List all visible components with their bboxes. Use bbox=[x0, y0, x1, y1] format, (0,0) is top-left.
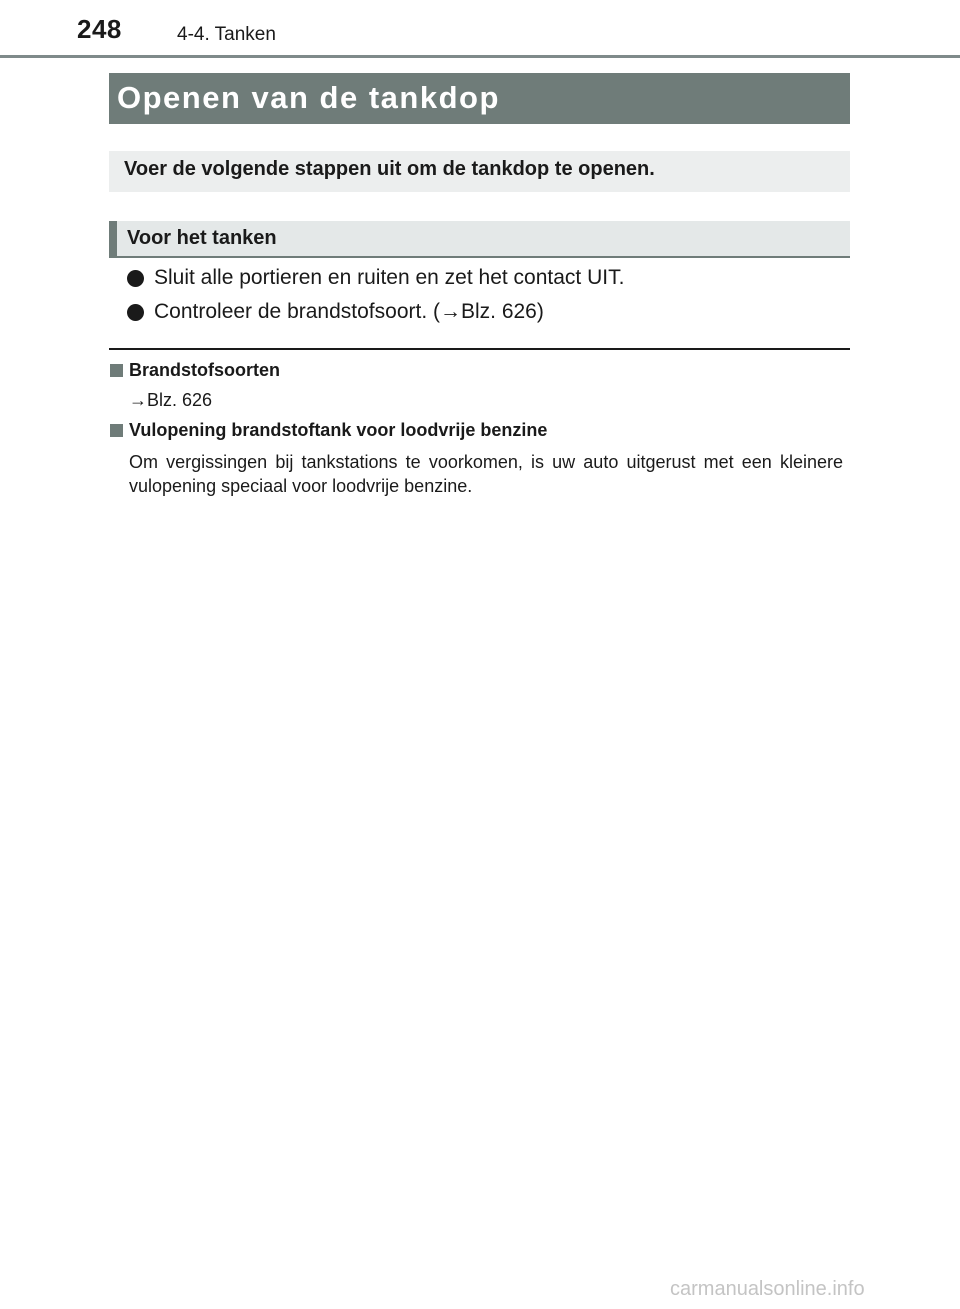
step-text: Controleer de brandstofsoort. (→Blz. 626) bbox=[154, 300, 544, 323]
page-number: 248 bbox=[77, 14, 122, 44]
subheading-text: Voor het tanken bbox=[127, 227, 277, 249]
intro-text: Voer de volgende stappen uit om de tankdop te openen. bbox=[124, 158, 655, 180]
square-bullet-icon bbox=[110, 364, 123, 377]
section-divider bbox=[109, 348, 850, 350]
note-heading bbox=[110, 420, 547, 441]
step-text: Sluit alle portieren en ruiten en zet het contact UIT. bbox=[154, 266, 625, 289]
note-body: Om vergissingen bij tankstations te voorkomen, is uw auto uitgerust met een kleinere vulopening speciaal voor loodvrije benzine. bbox=[129, 452, 843, 496]
header-rule bbox=[0, 55, 960, 58]
note-heading-text: Vulopening brandstoftank voor loodvrije benzine bbox=[129, 420, 548, 440]
note-body: →Blz. 626 bbox=[129, 390, 213, 410]
step-item bbox=[127, 300, 544, 324]
note-heading-text: Brandstofsoorten bbox=[129, 360, 281, 380]
note-heading bbox=[110, 360, 280, 381]
intro-box bbox=[109, 151, 850, 192]
square-bullet-icon bbox=[110, 424, 123, 437]
subheading-accent bbox=[109, 221, 117, 256]
title-bar bbox=[109, 73, 850, 124]
watermark: carmanualsonline.info bbox=[670, 1278, 865, 1300]
page-title: Openen van de tankdop bbox=[117, 80, 500, 115]
section-label: 4-4. Tanken bbox=[177, 24, 276, 45]
bullet-dot-icon bbox=[127, 270, 144, 287]
subheading-bar bbox=[109, 221, 850, 258]
bullet-dot-icon bbox=[127, 304, 144, 321]
step-item bbox=[127, 266, 624, 290]
